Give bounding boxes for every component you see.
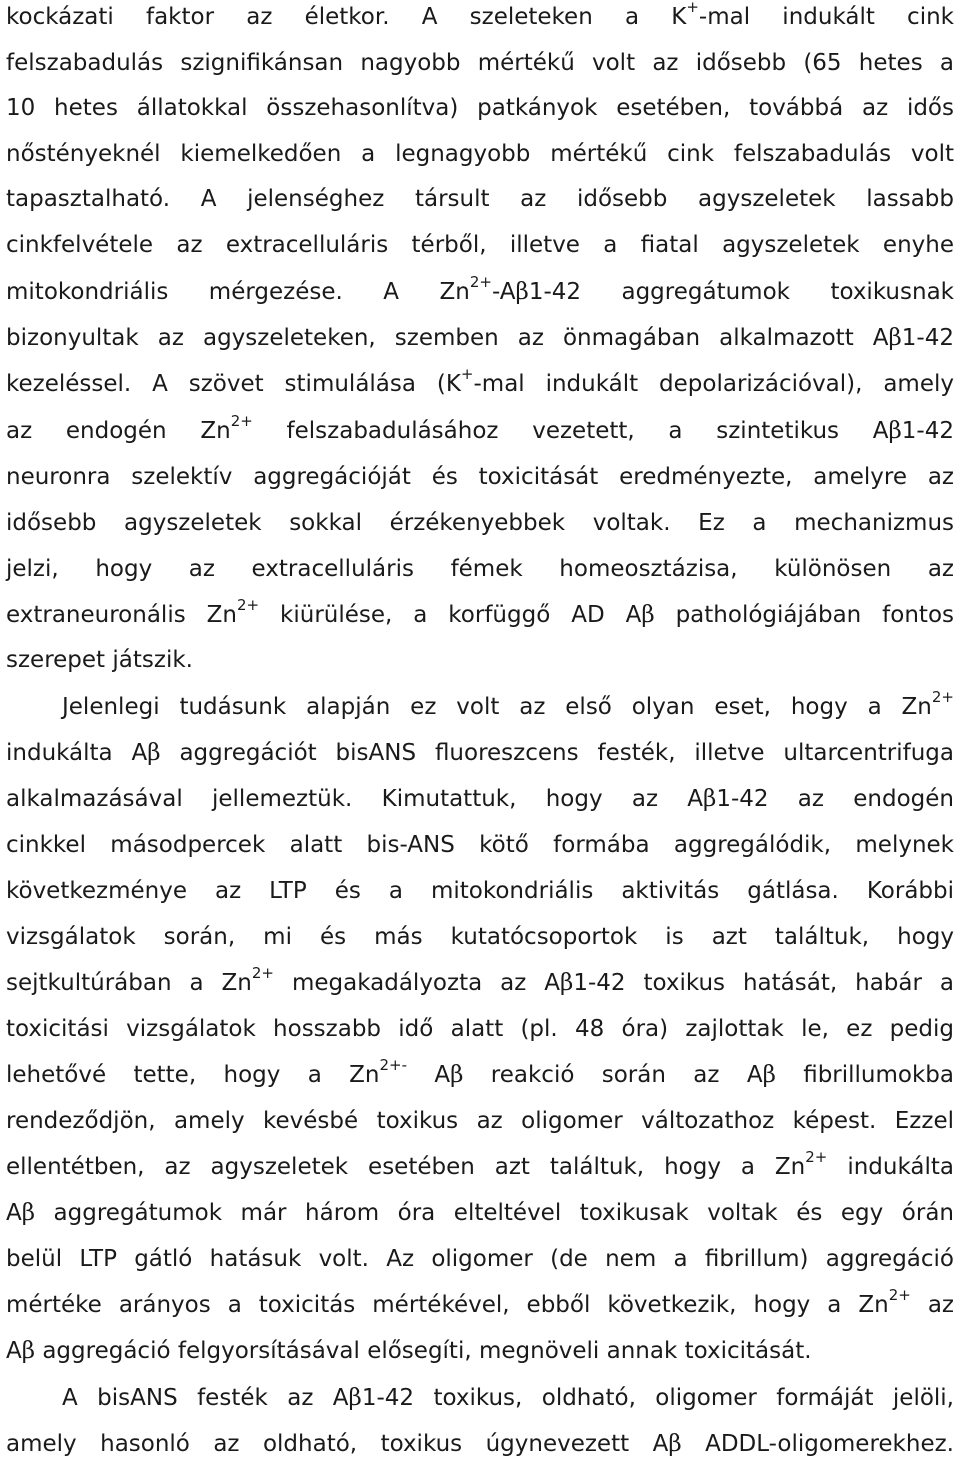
text-run: 1-42 aggregátumok toxikusnak <box>528 279 954 305</box>
ion-charge-superscript: 2+ <box>230 412 253 431</box>
greek-beta-symbol: β <box>348 1385 362 1411</box>
text-line <box>6 365 954 399</box>
text-line <box>6 1286 954 1320</box>
text-run: bizonyultak az agyszeleteken, szemben az önmagában alkalmazott A <box>6 325 889 351</box>
text-line <box>6 1244 954 1274</box>
text-run: 1-42 <box>901 418 954 444</box>
text-run: Jelenlegi tudásunk alapján ez volt az első olyan eset, hogy a Zn <box>62 694 932 720</box>
text-run: aggregációt bisANS fluoreszcens festék, illetve ultarcentrifuga <box>160 740 954 766</box>
text-line <box>6 508 954 538</box>
text-run: extraneuronális Zn <box>6 602 237 628</box>
text-run: belül LTP gátló hatásuk volt. Az oligomer (de nem a fibrillum) aggregáció <box>6 1246 954 1272</box>
greek-beta-symbol: β <box>21 1338 36 1364</box>
text-run: reakció során az A <box>463 1062 763 1088</box>
text-run: ellentétben, az agyszeletek esetében azt találtuk, hogy a Zn <box>6 1154 806 1180</box>
text-run: -mal indukált depolarizációval), amely <box>473 371 954 397</box>
text-run: megakadályozta az A <box>274 970 561 996</box>
text-run: kezeléssel. A szövet stimulálása (K <box>6 371 461 397</box>
text-run: -mal indukált cink <box>698 4 954 30</box>
text-run: következménye az LTP és a mitokondriális aktivitás gátlása. Korábbi <box>6 878 954 904</box>
text-run: indukálta A <box>6 740 148 766</box>
text-line <box>6 412 954 446</box>
text-run: vizsgálatok során, mi és más kutatócsoportok is azt találtuk, hogy <box>6 924 954 950</box>
greek-beta-symbol: β <box>888 325 902 351</box>
text-line <box>6 323 954 353</box>
greek-beta-symbol: β <box>888 418 902 444</box>
ion-charge-superscript: 2+ <box>805 1148 828 1167</box>
text-line <box>6 1106 954 1136</box>
text-line <box>6 964 955 998</box>
text-run: szerepet játszik. <box>6 647 193 673</box>
greek-beta-symbol: β <box>668 1431 682 1457</box>
greek-beta-symbol: β <box>560 970 574 996</box>
text-run: cinkfelvétele az extracelluláris térből, illetve a fiatal agyszeletek enyhe <box>6 232 954 258</box>
text-line <box>6 273 954 307</box>
text-run: A <box>6 1338 22 1364</box>
text-run: pathológiájában fontos <box>654 602 954 628</box>
text-run: amely hasonló az oldható, toxikus úgynevezett A <box>6 1431 669 1457</box>
ion-charge-superscript: 2+ <box>469 273 492 292</box>
text-line <box>6 462 954 492</box>
text-run: jelzi, hogy az extracelluláris fémek homeosztázisa, különösen az <box>6 556 954 582</box>
text-line <box>6 554 954 584</box>
ion-charge-superscript: 2+- <box>379 1056 408 1075</box>
text-run: mértéke arányos a toxicitás mértékével, ebből következik, hogy a Zn <box>6 1292 889 1318</box>
text-line <box>62 688 954 722</box>
text-run: -A <box>491 279 516 305</box>
text-line <box>6 876 954 906</box>
text-run: A bisANS festék az A <box>62 1385 349 1411</box>
ion-charge-superscript: 2+ <box>888 1286 911 1305</box>
ion-charge-superscript: + <box>686 0 699 17</box>
ion-charge-superscript: 2+ <box>931 688 954 707</box>
greek-beta-symbol: β <box>762 1062 776 1088</box>
greek-beta-symbol: β <box>641 602 655 628</box>
text-run: toxicitási vizsgálatok hosszabb idő alatt (pl. 48 óra) zajlottak le, ez pedig <box>6 1016 954 1042</box>
greek-beta-symbol: β <box>147 740 161 766</box>
text-run: fibrillumokba <box>775 1062 954 1088</box>
text-run: aggregátumok már három óra elteltével toxikusak voltak és egy órán <box>35 1200 954 1226</box>
ion-charge-superscript: 2+ <box>236 596 260 615</box>
text-run: idősebb agyszeletek sokkal érzékenyebbek voltak. Ez a mechanizmus <box>6 510 954 536</box>
text-run: 1-42 toxikus hatását, habár a <box>573 970 955 996</box>
text-line <box>6 1148 954 1182</box>
text-line <box>6 922 954 952</box>
text-run: az <box>910 1292 954 1318</box>
text-run: 10 hetes állatokkal összehasonlítva) patkányok esetében, továbbá az idős <box>6 95 954 121</box>
text-run: felszabadulásához vezetett, a szintetikus A <box>252 418 889 444</box>
text-run: az endogén Zn <box>6 418 231 444</box>
ion-charge-superscript: + <box>460 365 474 384</box>
text-line <box>6 1056 954 1090</box>
text-line <box>6 184 954 214</box>
text-run: mitokondriális mérgezése. A Zn <box>6 279 470 305</box>
text-run: A <box>407 1062 451 1088</box>
text-run: tapasztalható. A jelenséghez társult az idősebb agyszeletek lassabb <box>6 186 954 212</box>
text-run: cinkkel másodpercek alatt bis-ANS kötő formába aggregálódik, melynek <box>6 832 954 858</box>
text-line <box>6 48 954 78</box>
text-line <box>62 1383 954 1413</box>
text-run: aggregáció felgyorsításával elősegíti, megnöveli annak toxicitását. <box>35 1338 812 1364</box>
text-line <box>6 139 954 169</box>
text-run: ADDL-oligomerekhez. <box>681 1431 954 1457</box>
text-line <box>6 1014 954 1044</box>
text-run: neuronra szelektív aggregációját és toxicitását eredményezte, amelyre az <box>6 464 954 490</box>
text-line <box>6 1198 954 1228</box>
greek-beta-symbol: β <box>450 1062 464 1088</box>
text-run: kockázati faktor az életkor. A szeleteken a K <box>6 4 687 30</box>
text-run: 1-42 az endogén <box>716 786 954 812</box>
text-run: lehetővé tette, hogy a Zn <box>6 1062 380 1088</box>
text-run: A <box>6 1200 22 1226</box>
text-run: kiürülése, a korfüggő AD A <box>259 602 642 628</box>
text-run: rendeződjön, amely kevésbé toxikus az oligomer változathoz képest. Ezzel <box>6 1108 954 1134</box>
text-line <box>6 1429 954 1459</box>
ion-charge-superscript: 2+ <box>251 964 275 983</box>
text-line <box>6 230 954 260</box>
greek-beta-symbol: β <box>21 1200 36 1226</box>
text-run: sejtkultúrában a Zn <box>6 970 252 996</box>
greek-beta-symbol: β <box>515 279 529 305</box>
text-run: 1-42 toxikus, oldható, oligomer formáját jelöli, <box>361 1385 954 1411</box>
text-line <box>6 1336 812 1366</box>
text-line <box>6 645 193 675</box>
text-run: nőstényeknél kiemelkedően a legnagyobb mértékű cink felszabadulás volt <box>6 141 954 167</box>
text-line <box>6 2 954 32</box>
text-line <box>6 830 954 860</box>
text-run: felszabadulás szignifikánsan nagyobb mértékű volt az idősebb (65 hetes a <box>6 50 954 76</box>
text-run: alkalmazásával jellemeztük. Kimutattuk, hogy az A <box>6 786 704 812</box>
text-line <box>6 93 954 123</box>
text-run: 1-42 <box>901 325 954 351</box>
greek-beta-symbol: β <box>703 786 717 812</box>
text-run: indukálta <box>827 1154 954 1180</box>
text-line <box>6 596 954 630</box>
text-line <box>6 738 954 768</box>
text-line <box>6 784 954 814</box>
